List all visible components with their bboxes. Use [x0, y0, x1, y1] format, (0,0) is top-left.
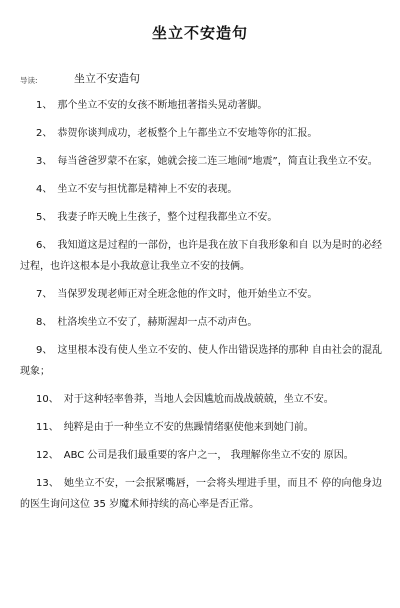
item-number: 6、	[36, 240, 53, 251]
item-number: 3、	[36, 156, 53, 167]
list-item	[20, 389, 382, 410]
item-number: 1、	[36, 100, 53, 111]
page-title: 坐立不安造句	[151, 24, 248, 42]
item-text: 对于这种轻率鲁莽，当地人会因尴尬而战战兢兢，坐立不安。	[63, 394, 334, 405]
item-text: 我知道这是过程的一部份，也许是我在放下自我形象和自 以为是时的必经过程，也许这根本是小我故意让我坐立不安的技俩。	[20, 240, 382, 272]
list-item	[20, 235, 382, 277]
list-item	[20, 284, 382, 305]
item-number: 9、	[36, 345, 53, 356]
guide-label: 导读:	[20, 76, 38, 85]
guide-text: 坐立不安造句	[74, 72, 140, 85]
list-item	[20, 151, 382, 172]
item-number: 4、	[36, 184, 53, 195]
item-number: 10、	[36, 394, 59, 405]
item-text: 当保罗发现老师正对全班念他的作文时，他开始坐立不安。	[57, 289, 318, 300]
list-item	[20, 95, 382, 116]
item-text: 坐立不安与担忧都是精神上不安的表现。	[57, 184, 238, 195]
item-text: 那个坐立不安的女孩不断地扭著指头晃动著脚。	[57, 100, 268, 111]
item-text: 这里根本没有使人坐立不安的、使人作出错误选择的那种 自由社会的混乱现象；	[20, 345, 382, 377]
item-text: 每当爸爸罗蒙不在家，她就会接二连三地闹“地震”，简直让我坐立不安。	[57, 156, 378, 167]
list-item	[20, 207, 382, 228]
list-item	[20, 123, 382, 144]
list-item	[20, 340, 382, 382]
list-item	[20, 312, 382, 333]
item-number: 12、	[36, 450, 59, 461]
list-item	[20, 179, 382, 200]
item-text: 我妻子昨天晚上生孩子，整个过程我都坐立不安。	[57, 212, 278, 223]
item-number: 5、	[36, 212, 53, 223]
item-number: 7、	[36, 289, 53, 300]
list-item	[20, 473, 382, 515]
item-number: 8、	[36, 317, 53, 328]
item-number: 2、	[36, 128, 53, 139]
item-text: ABC 公司是我们最重要的客户之一， 我理解你坐立不安的 原因。	[63, 450, 354, 461]
sentence-list	[20, 95, 382, 522]
list-item	[20, 417, 382, 438]
item-number: 13、	[36, 478, 60, 489]
item-number: 11、	[36, 422, 59, 433]
list-item	[20, 445, 382, 466]
item-text: 纯粹是由于一种坐立不安的焦躁情绪驱使他来到她门前。	[63, 422, 314, 433]
item-text: 她坐立不安，一会抿紧嘴唇，一会将头埋进手里，而且不 停的向他身边的医生询问这位 35 岁魔术师持续的高心率是否正常。	[20, 478, 382, 510]
item-text: 杜洛埃坐立不安了，赫斯渥却一点不动声色。	[57, 317, 258, 328]
item-text: 恭贺你谈判成功，老板整个上午都坐立不安地等你的汇报。	[57, 128, 318, 139]
